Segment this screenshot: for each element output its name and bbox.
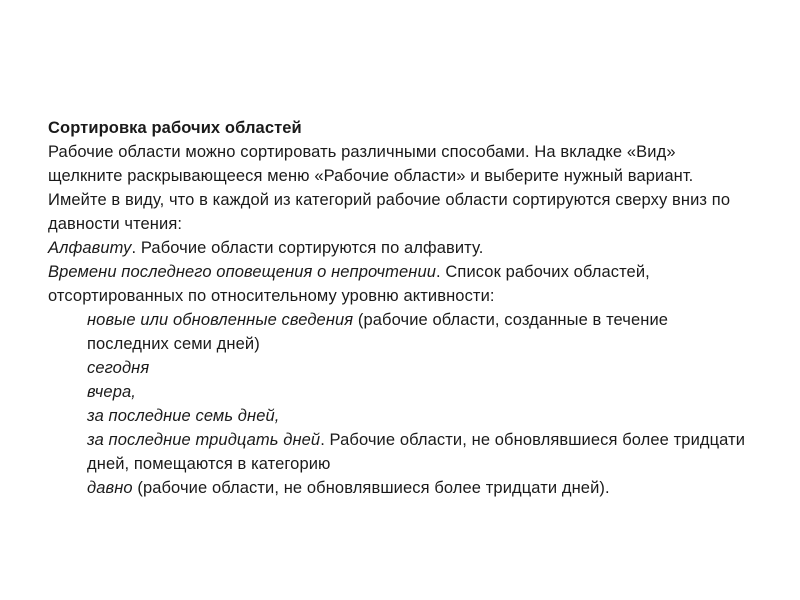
category-last-thirty-days xyxy=(48,428,748,476)
section-heading: Сортировка рабочих областей xyxy=(48,119,302,137)
sort-option-last-unread-text: . Список рабочих областей, отсортированных по относительному уровню активности: xyxy=(48,263,650,305)
category-yesterday: вчера, xyxy=(87,383,136,401)
category-last-thirty-text: . Рабочие области, не обновлявшиеся более тридцати дней, помещаются в категорию xyxy=(87,431,746,473)
category-today: сегодня xyxy=(87,359,150,377)
sort-option-last-unread xyxy=(48,260,748,308)
category-new-text: (рабочие области, созданные в течение последних семи дней) xyxy=(87,311,669,353)
sort-option-alphabet-text: . Рабочие области сортируются по алфавиту. xyxy=(131,239,484,257)
category-last-thirty-term: за последние тридцать дней xyxy=(87,431,321,449)
category-new-term: новые или обновленные сведения xyxy=(87,311,354,329)
category-long-ago xyxy=(48,476,748,500)
sort-option-alphabet-term: Алфавиту xyxy=(48,239,132,257)
intro-paragraph: Рабочие области можно сортировать различными способами. На вкладке «Вид» щелкните раскрывающееся меню «Рабочие области» и выберите нужный вариант. Имейте в виду, что в каждой из категорий рабочие области сортируются сверху вниз по давности чтения: xyxy=(48,143,731,233)
sort-option-alphabet xyxy=(48,236,748,260)
category-long-ago-term: давно xyxy=(87,479,133,497)
sort-option-last-unread-term: Времени последнего оповещения о непрочтении xyxy=(48,263,437,281)
category-last-seven-days: за последние семь дней, xyxy=(87,407,280,425)
slide-content xyxy=(48,116,748,500)
category-long-ago-text: (рабочие области, не обновлявшиеся более тридцати дней). xyxy=(132,479,610,497)
category-new xyxy=(48,308,748,356)
